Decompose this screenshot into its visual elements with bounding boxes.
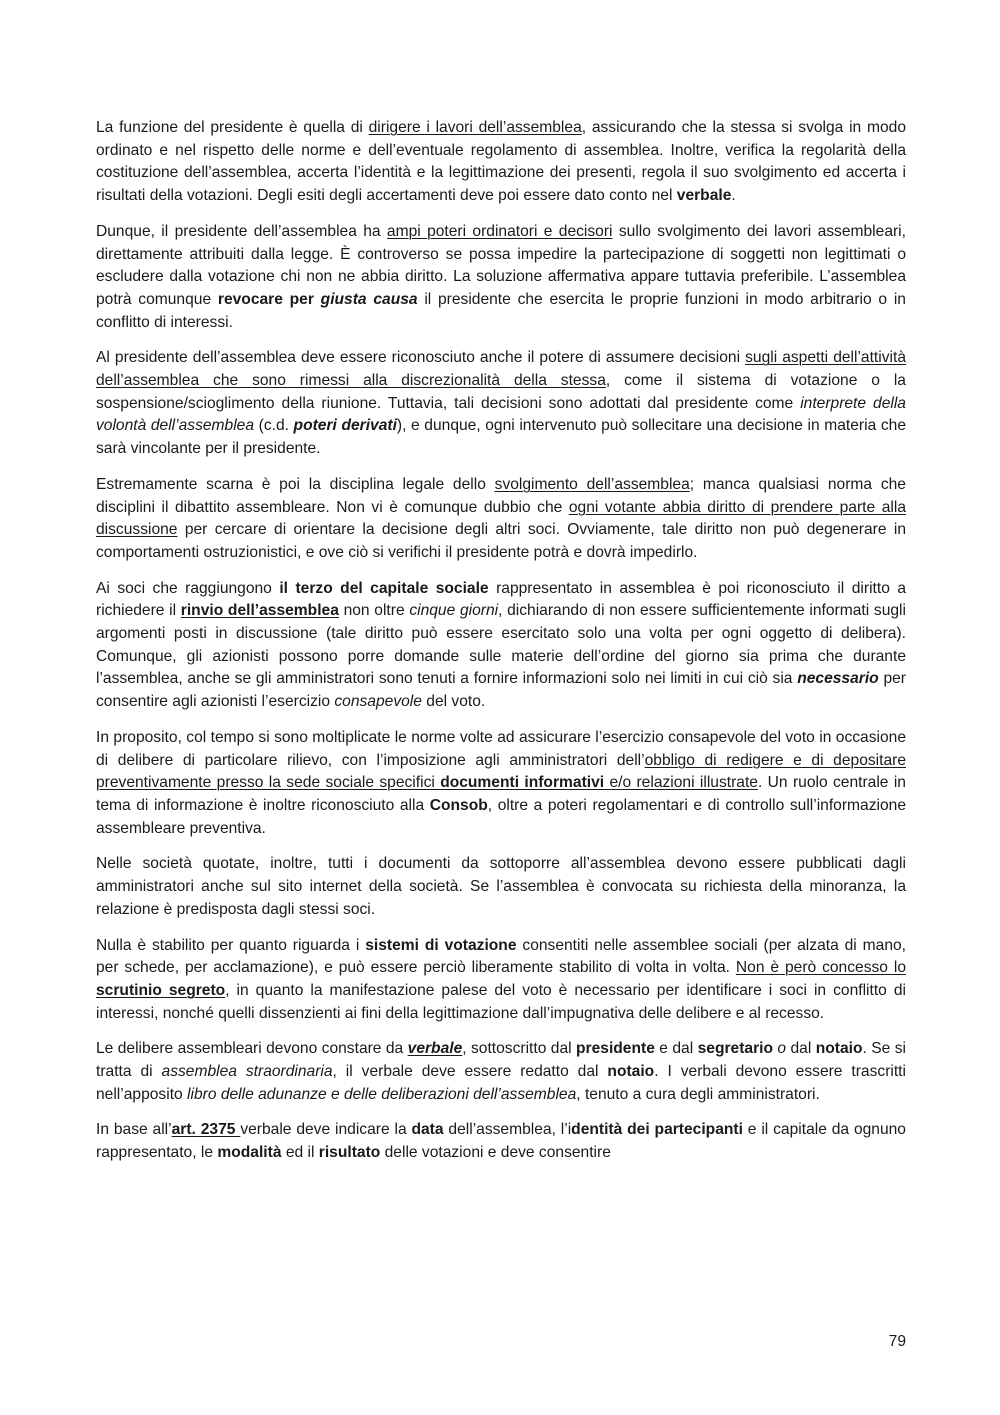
text-run: per cercare di orientare la decisione degli altri soci. Ovviamente, tale diritto non può degenerare in comportamenti ostruzionistici, e ove ciò si verifichi il presidente potrà e dovrà impedirlo. bbox=[96, 521, 906, 561]
text-run: , oltre a poteri regolamentari e di controllo sull’informazione assembleare preventiva. bbox=[96, 796, 906, 837]
paragraph-information-documents bbox=[96, 727, 906, 841]
text-run: del voto. bbox=[421, 693, 486, 711]
text-run: . bbox=[731, 187, 736, 205]
text-run: risultato bbox=[318, 1144, 381, 1162]
text-run: ogni votante abbia diritto di prendere parte alla discussione bbox=[96, 498, 906, 539]
text-run: per consentire agli azionisti l’esercizio bbox=[96, 670, 906, 711]
text-run: , tenuto a cura degli amministratori. bbox=[576, 1085, 820, 1103]
paragraph-derived-powers bbox=[96, 347, 906, 461]
text-run: verbale deve indicare la bbox=[240, 1121, 412, 1139]
text-run: il terzo del capitale sociale bbox=[279, 579, 489, 597]
text-run: Dunque, il presidente dell’assemblea ha bbox=[96, 222, 387, 240]
text-run: cinque giorni bbox=[409, 602, 499, 620]
text-run: . Se si tratta di bbox=[96, 1040, 906, 1081]
text-run: (c.d. bbox=[254, 417, 294, 435]
paragraph-listed-companies bbox=[96, 853, 906, 921]
text-run: e/o relazioni illustrate bbox=[604, 774, 758, 792]
text-run: Nulla è stabilito per quanto riguarda i bbox=[96, 936, 366, 954]
text-run: Al presidente dell’assemblea deve essere riconosciuto anche il potere di assumere decisioni bbox=[96, 349, 746, 367]
text-run: rappresentato in assemblea è poi riconosciuto il diritto a richiedere il bbox=[96, 579, 907, 620]
text-run: notaio bbox=[815, 1040, 863, 1058]
text-run: consentiti nelle assemblee sociali (per alzata di mano, per schede, per acclamazione), e può essere perciò liberamente stabilito di volta in volta. bbox=[96, 936, 907, 977]
text-run: data bbox=[411, 1121, 444, 1139]
text-run: sullo svolgimento dei lavori assembleari, direttamente attribuiti dalla legge. È controverso se possa impedire la partecipazione di soggetti non legittimati o escludere dalla votazione chi non ne abbia diritto. La soluzione affermativa appare tuttavia preferibile. L’assemblea potrà comunque bbox=[96, 222, 906, 308]
page-number: 79 bbox=[888, 1333, 906, 1350]
text-run: libro delle adunanze e delle deliberazioni dell’assemblea bbox=[187, 1085, 577, 1103]
text-run: presidente bbox=[576, 1040, 655, 1058]
paragraph-art-2375 bbox=[96, 1119, 906, 1164]
text-run: ampi poteri ordinatori e decisori bbox=[386, 222, 613, 240]
text-run: consapevole bbox=[334, 693, 422, 711]
text-run: e dal bbox=[654, 1040, 698, 1058]
text-run: In base all’ bbox=[96, 1121, 172, 1139]
text-run: , in quanto la manifestazione palese del voto è necessario per identificare i soci in conflitto di interessi, nonché quelli dissenzienti ai fini della legittimazione dall’impugnativa delle delibere e al recesso. bbox=[96, 981, 906, 1022]
text-run: , sottoscritto dal bbox=[462, 1040, 577, 1058]
text-run: Consob bbox=[429, 796, 488, 814]
text-run: poteri derivati bbox=[293, 417, 397, 435]
text-run: scrutinio segreto bbox=[96, 981, 226, 999]
text-run: . Un ruolo centrale in tema di informazione è inoltre riconosciuto alla bbox=[96, 774, 906, 814]
text-run: Ai soci che raggiungono bbox=[96, 579, 280, 597]
text-run: Non è però concesso lo bbox=[735, 959, 906, 977]
text-run: sugli aspetti dell’attività dell’assemblea che sono rimessi alla discrezionalità della stessa bbox=[96, 349, 906, 390]
text-run: verbale bbox=[407, 1040, 463, 1058]
document-body bbox=[96, 117, 906, 1178]
text-run: notaio bbox=[607, 1063, 655, 1081]
text-run: segretario bbox=[697, 1040, 773, 1058]
paragraph-assembly-conduct bbox=[96, 474, 906, 565]
text-run: verbale bbox=[676, 187, 732, 205]
text-run: , come il sistema di votazione o la sospensione/scioglimento della riunione. Tuttavia, tali decisioni sono adottati dal presidente come bbox=[96, 372, 906, 412]
text-run: non oltre bbox=[338, 602, 410, 620]
text-run: art. 2375 bbox=[171, 1121, 236, 1139]
text-run: e il capitale da ognuno rappresentato, le bbox=[96, 1121, 906, 1162]
text-run: La funzione del presidente è quella di bbox=[96, 119, 369, 136]
text-run: il presidente che esercita le proprie funzioni in modo arbitrario o in conflitto di interessi. bbox=[96, 290, 906, 331]
paragraph-president-role bbox=[96, 117, 906, 208]
text-run: ; manca qualsiasi norma che disciplini il dibattito assembleare. Non vi è comunque dubbio che bbox=[96, 475, 906, 516]
text-run: o bbox=[777, 1040, 787, 1058]
text-run: . I verbali devono essere trascritti nell’apposito bbox=[96, 1063, 906, 1103]
paragraph-minutes bbox=[96, 1038, 906, 1106]
text-run: dirigere i lavori dell’assemblea bbox=[368, 119, 582, 136]
text-run: documenti informativi bbox=[440, 774, 605, 792]
text-run: dell’assemblea, l’i bbox=[443, 1121, 572, 1139]
text-run: In proposito, col tempo si sono moltiplicate le norme volte ad assicurare l’esercizio consapevole del voto in occasione di delibere di particolare rilievo, con l’imposizione agli amministratori dell’ bbox=[96, 728, 906, 769]
paragraph-voting-systems bbox=[96, 935, 906, 1026]
text-run: modalità bbox=[217, 1144, 282, 1162]
text-run: ), e dunque, ogni intervenuto può sollecitare una decisione in materia che sarà vincolante per il presidente. bbox=[96, 417, 906, 458]
text-run: , assicurando che la stessa si svolga in modo ordinato e nel rispetto delle norme e dell’eventuale regolamento di assemblea. Inoltre, verifica la regolarità della costituzione dell’assemblea, accerta l’identità e la legittimazione dei presenti, regola il suo svolgimento ed accerta i risultati della votazioni. Degli esiti degli accertamenti deve poi essere dato conto nel bbox=[96, 119, 906, 205]
paragraph-president-powers bbox=[96, 221, 906, 335]
text-run: dal bbox=[786, 1040, 816, 1058]
text-run: Estremamente scarna è poi la disciplina legale dello bbox=[96, 475, 495, 493]
text-run: ed il bbox=[281, 1144, 319, 1162]
text-run: , il verbale deve essere redatto dal bbox=[332, 1063, 608, 1081]
text-run: rinvio dell’assemblea bbox=[180, 602, 339, 620]
text-run: revocare per bbox=[217, 290, 321, 308]
text-run: giusta causa bbox=[320, 290, 418, 308]
text-run: Le delibere assembleari devono constare da bbox=[96, 1040, 408, 1058]
text-run: Nelle società quotate, inoltre, tutti i documenti da sottoporre all’assemblea devono essere pubblicati dagli amministratori anche sul sito internet della società. Se l’assemblea è convocata su richiesta della minoranza, la relazione è predisposta dagli stessi soci. bbox=[96, 855, 906, 918]
text-run: assemblea straordinaria bbox=[161, 1063, 333, 1081]
text-run: svolgimento dell’assemblea bbox=[494, 475, 690, 493]
text-run: dentità dei partecipanti bbox=[571, 1121, 743, 1139]
text-run: , dichiarando di non essere sufficientemente informati sugli argomenti posti in discussione (tale diritto può essere esercitato solo una volta per ogni oggetto di delibera). Comunque, gli azionisti possono porre domande sulle materie dell’ordine del giorno sia prima che durante l’assemblea, anche se gli amministratori sono tenuti a fornire informazioni solo nei limiti in cui ciò sia bbox=[96, 602, 906, 688]
text-run: sistemi di votazione bbox=[365, 936, 517, 954]
text-run: delle votazioni e deve consentire bbox=[380, 1144, 611, 1162]
text-run: interprete della volontà dell’assemblea bbox=[96, 394, 906, 435]
paragraph-postponement-right bbox=[96, 578, 906, 714]
text-run: obbligo di redigere e di depositare preventivamente presso la sede sociale specifici bbox=[96, 751, 906, 792]
text-run: necessario bbox=[797, 670, 879, 688]
